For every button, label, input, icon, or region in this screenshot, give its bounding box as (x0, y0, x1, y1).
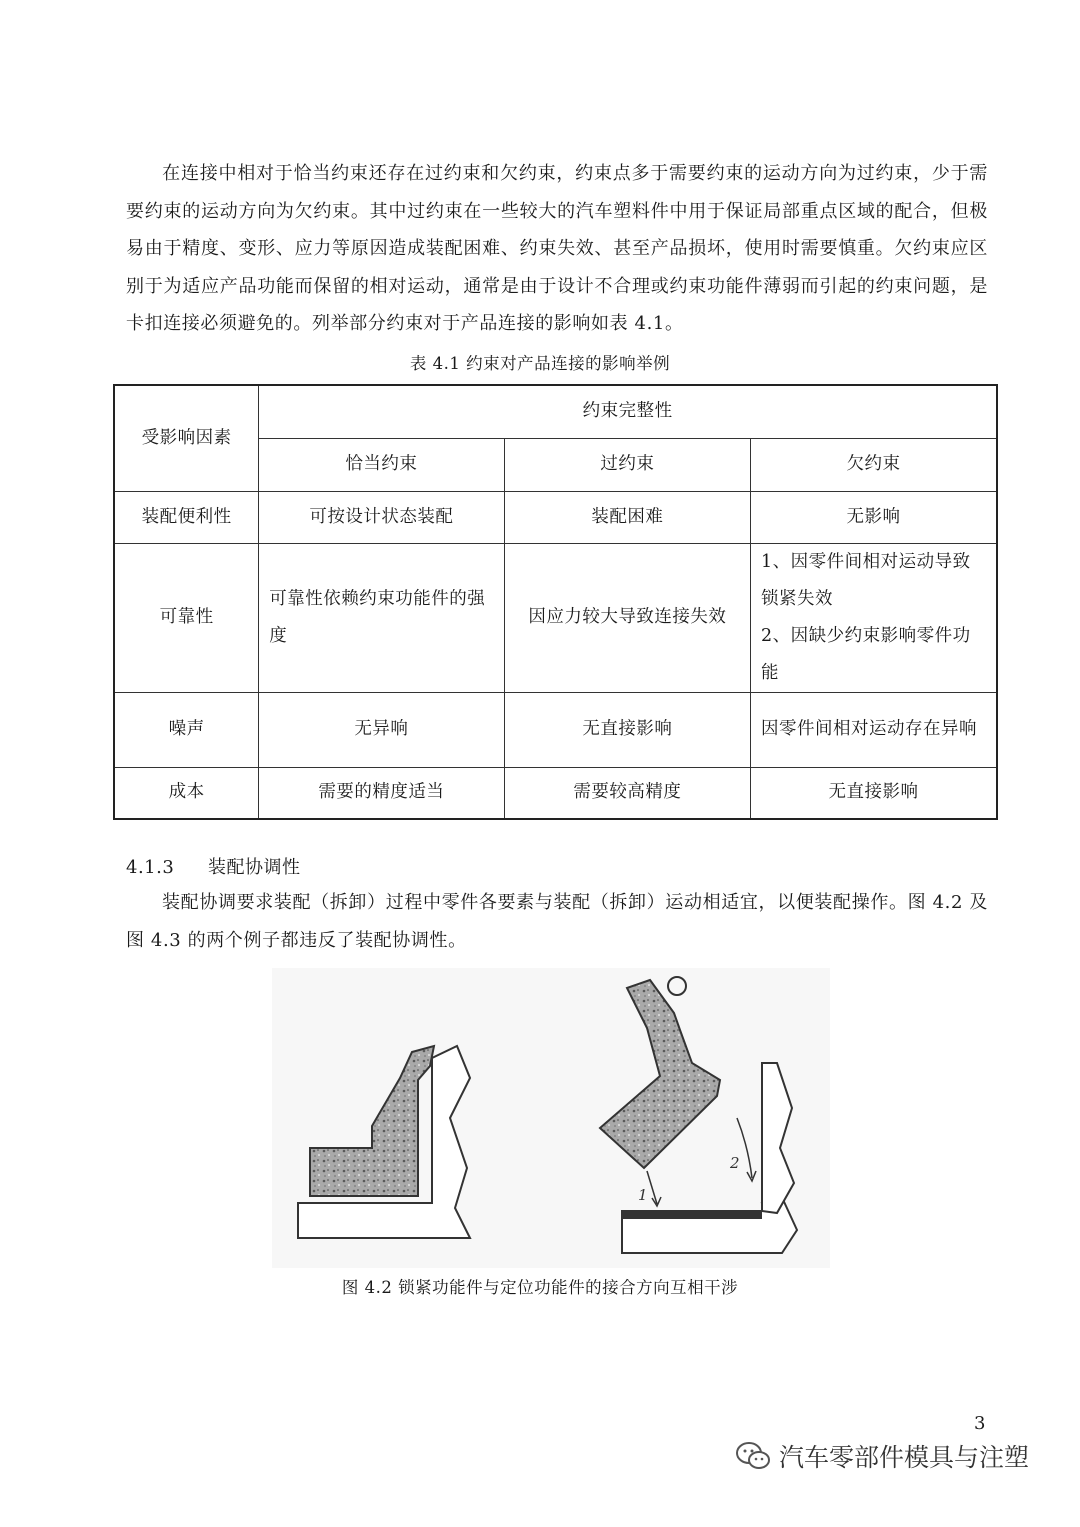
column-header: 欠约束 (751, 438, 997, 491)
section-heading (126, 853, 301, 879)
row-factor: 成本 (114, 767, 259, 819)
intro-paragraph-text: 在连接中相对于恰当约束还存在过约束和欠约束，约束点多于需要约束的运动方向为过约束，少于需要约束的运动方向为欠约束。其中过约束在一些较大的汽车塑料件中用于保证局部重点区域的配合，但极易由于精度、变形、应力等原因造成装配困难、约束失效、甚至产品损坏，使用时需要慎重。欠约束应区别于为适应产品功能而保留的相对运动，通常是由于设计不合理或约束功能件薄弱而引起的约束问题，是卡扣连接必须避免的。列举部分约束对于产品连接的影响如表 4.1。 (126, 163, 988, 334)
table-caption: 表 4.1 约束对产品连接的影响举例 (409, 354, 671, 373)
table-cell: 无直接影响 (751, 767, 997, 819)
arrow-label-1: 1 (638, 1186, 648, 1204)
table-cell: 可按设计状态装配 (259, 491, 504, 543)
factor-header: 受影响因素 (114, 385, 259, 491)
group-header: 约束完整性 (259, 385, 997, 438)
watermark (735, 1436, 1029, 1476)
column-header: 过约束 (504, 438, 750, 491)
table-cell: 无异响 (259, 692, 504, 767)
table-cell: 无直接影响 (504, 692, 750, 767)
table-cell: 装配困难 (504, 491, 750, 543)
right-slot-strip (622, 1211, 762, 1219)
column-header: 恰当约束 (259, 438, 504, 491)
page-number: 3 (974, 1413, 986, 1434)
figure-4-2 (272, 968, 830, 1268)
table-cell: 因零件间相对运动存在异响 (751, 692, 997, 767)
table-header-row (114, 385, 997, 438)
table-cell: 需要的精度适当 (259, 767, 504, 819)
section-number: 4.1.3 (126, 857, 175, 878)
table-row (114, 543, 997, 692)
table-cell: 可靠性依赖约束功能件的强度 (259, 543, 504, 692)
table-row (114, 767, 997, 819)
row-factor: 噪声 (114, 692, 259, 767)
table-row (114, 491, 997, 543)
section-paragraph (126, 884, 988, 959)
table-cell: 无影响 (751, 491, 997, 543)
intro-paragraph (126, 155, 988, 343)
wechat-icon (735, 1441, 771, 1471)
table-cell: 需要较高精度 (504, 767, 750, 819)
table-cell: 1、因零件间相对运动导致锁紧失效 2、因缺少约束影响零件功能 (751, 543, 997, 692)
watermark-text: 汽车零部件模具与注塑 (779, 1443, 1030, 1472)
section-title: 装配协调性 (208, 857, 301, 878)
row-factor: 可靠性 (114, 543, 259, 692)
constraint-table (113, 384, 998, 820)
row-factor: 装配便利性 (114, 491, 259, 543)
table-cell: 因应力较大导致连接失效 (504, 543, 750, 692)
arrow-label-2: 2 (730, 1154, 740, 1172)
section-paragraph-text: 装配协调要求装配（拆卸）过程中零件各要素与装配（拆卸）运动相适宜，以便装配操作。图 4.2 及图 4.3 的两个例子都违反了装配协调性。 (126, 892, 988, 951)
table-row (114, 692, 997, 767)
figure-caption: 图 4.2 锁紧功能件与定位功能件的接合方向互相干涉 (341, 1278, 739, 1297)
